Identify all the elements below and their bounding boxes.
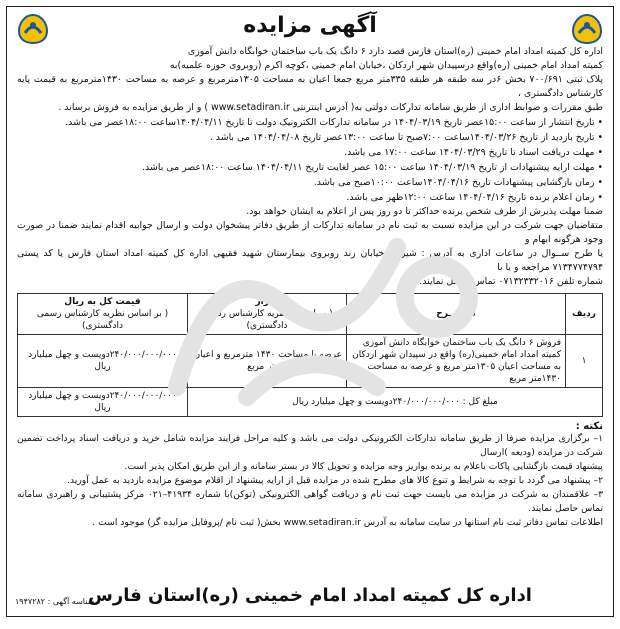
cell-sum-price: ۲۴۰/۰۰۰/۰۰۰/۰۰۰دویست و چهل میلیارد ریال xyxy=(18,388,188,417)
notes xyxy=(7,432,613,530)
schedule-item: • زمان اعلام برنده تاریخ ۱۴۰۴/۰۴/۱۶ ساعت ۱۲:۰۰ظهر می باشد. xyxy=(17,190,603,205)
schedule-item: • تاریخ انتشار از ساعت ۱۵:۰۰عصر تاریخ ۱۴۰۴/۰۳/۱۹ در سامانه تدارکات الکترونیک دولت تا تاریخ ۱۴۰۴/۰۴/۱۱ساعت ۱۸:۰۰عصر می باشد. xyxy=(17,115,603,130)
col-row-header: ردیف xyxy=(566,294,603,335)
intro-line: پلاک ثبتی ۷۰۰/۶۹۱ بخش ۶در سه طبقه هر طبقه ۳۳۵متر مربع جمعا اعیان به مساحت ۱۳۰۵مترمربع و عرصه به مساحت ۱۴۳۰مترمربع به قیمت پایه کارشناس دادگستری ، xyxy=(17,74,603,99)
instruction-line: شماره تلفن ۰۷۱۳۲۳۳۲۰۱۶ تماس حاصل نمایند. xyxy=(419,276,603,287)
note-line: ۳– علاقمندان به شرکت در مزایده می بایست جهت ثبت نام و دریافت گواهی الکترونیکی (توکن)با شماره ۴۱۹۳۴–۰۲۱ مرکز پشتیبانی و راهبردی سامانه تماس حاصل نمایند. xyxy=(17,489,604,514)
schedule-list xyxy=(7,115,613,205)
footer-title: اداره کل کمیته امداد امام خمینی (ره)استان فارس xyxy=(88,585,532,606)
cell-desc: فروش ۶ دانگ یک باب ساختمان خوابگاه دانش آموزی کمیته امداد امام خمینی(ره) واقع در سپیدان شهر اردکان به مساحت اعیان ۱۳۰۵متر مربع و عرصه به مساحت ۱۴۳۰متر مربع xyxy=(347,335,566,388)
table-row xyxy=(18,335,603,388)
intro-line: اداره کل کمیته امداد امام خمینی (ره)استان فارس قصد دارد ۶ دانگ یک باب ساختمان خوابگاه دانش آموزی xyxy=(187,46,603,57)
intro-line: کمیته امداد امام خمینی (ره)واقع درسپیدان شهر اردکان ،خیابان امام خمینی ،کوچه اکرم (روبروی حوزه علمیه)به xyxy=(169,60,603,71)
emdad-logo-icon xyxy=(13,11,53,47)
cell-row: ۱ xyxy=(566,335,603,388)
instruction-line: ضمنا مهلت پذیرش از طرف شخص برنده حداکثر تا دو روز پس از اعلام به ایشان خواهد بود. xyxy=(246,206,603,217)
header xyxy=(7,7,613,45)
table-sum-row xyxy=(18,388,603,417)
note-line: اطلاعات تماس دفاتر ثبت نام استانها در سایت سامانه به آدرس www.setadiran.ir بخش( ثبت نام /پروفایل مزایده گر) موجود است . xyxy=(92,517,603,528)
cell-sum-label: مبلغ کل : ۲۴۰/۰۰۰/۰۰۰/۰۰۰دویست و چهل میلیارد ریال xyxy=(188,388,603,417)
note-line: پیشنهاد قیمت بازگشایی پاکات باعلام به برنده بواریز وجه مزایده و تحویل کالا در بستر سامانه و از این طریق امکان پذیر است. xyxy=(124,461,603,472)
note-line: ۲– پیشنهاد می گردد با توجه به شرایط و تنوع کالا های مطرح شده در مزایده قبل از ارایه پیشنهاد از اقلام موضوع مزایده بازدید به عمل آورید. xyxy=(67,475,603,486)
schedule-item: • تاریخ بازدید از تاریخ ۱۴۰۴/۰۳/۲۶ساعت ۷:۰۰صبح تا ساعت ۱۳:۰۰عصر تاریخ ۱۴۰۴/۰۴/۰۸ می باشد . xyxy=(17,130,603,145)
intro-text xyxy=(7,45,613,115)
intro-line: طبق مقررات و ضوابط اداری از طریق سامانه تدارکات دولتی به( آدرس اینترنتی www.setadiran.ir ) و از طریق مزایده به فروش برساند . xyxy=(58,102,603,113)
items-table xyxy=(17,293,603,417)
instruction-line: متقاضیان جهت شرکت در این مزایده نسبت به ثبت نام در سامانه تدارکات از طریق دفاتر پیشخوان دولت و ارسال جوابیه اقدام نمایند ضمنا در صورت وجود هرگونه ابهام و xyxy=(17,220,603,245)
col-price-title: قیمت کل به ریال xyxy=(64,297,141,307)
notes-title: نکته : xyxy=(575,421,603,432)
table-header-row xyxy=(18,294,603,335)
schedule-item: • زمان بازگشایی پیشنهادات تاریخ ۱۴۰۴/۰۴/۱۶ساعت ۱۰:۰۰صبح می باشد. xyxy=(17,175,603,190)
note-line: ۱– برگزاری مزایده صرفا از طریق سامانه تدارکات الکترونیکی دولت می باشد و کلیه مراحل فرایند مزایده شامل خرید و دریافت اسناد پرداخت تضمین شرکت در مزایده (ودیعه )ارسال xyxy=(17,433,603,458)
footer xyxy=(7,582,613,610)
col-area-header xyxy=(188,294,347,335)
emdad-logo-icon xyxy=(567,11,607,47)
cell-price: ۲۴۰/۰۰۰/۰۰۰/۰۰۰دویست و چهل میلیارد ریال xyxy=(18,335,188,388)
auction-notice xyxy=(6,6,614,617)
col-desc-header: شــــــرح xyxy=(347,294,566,335)
schedule-item: • مهلت دریافت اسناد تا تاریخ ۱۴۰۴/۰۳/۲۹ ساعت ۱۷:۰۰ می باشد. xyxy=(17,145,603,160)
col-area-title: متراژ xyxy=(255,297,279,307)
col-area-sub: ( بر اساس نظریه کارشناس رسمی دادگستری) xyxy=(201,309,333,331)
instructions xyxy=(7,205,613,289)
col-price-sub: ( بر اساس نظریه کارشناس رسمی دادگستری) xyxy=(36,309,169,331)
page-title: آگهی مزایده xyxy=(243,13,377,38)
schedule-item: • مهلت ارایه پیشنهادات از تاریخ ۱۴۰۴/۰۳/۱۹ ساعت ۱۵:۰۰ عصر لغایت تاریخ ۱۴۰۴/۰۴/۱۱ ساعت ۱۸:۰۰عصر می باشد. xyxy=(17,160,603,175)
col-price-header xyxy=(18,294,188,335)
ad-number: شناسه آگهی : ۱۹۴۷۲۸۲ xyxy=(15,597,95,606)
instruction-line: یا طرح ســوال در ساعات اداری به آدرس : شیراز –خیابان زند روبروی بیمارستان شهید فقیهی اداره کل کمیته امداد استان فارس یا کد پستی ۷۱۳۴۷۷۴۷۹۴ مراجعه و یا با xyxy=(17,248,603,273)
cell-area: عرصه با مساحت ۱۴۳۰ مترمربع و اعیان به مساحت ۱۳۰۵متر مربع xyxy=(188,335,347,388)
